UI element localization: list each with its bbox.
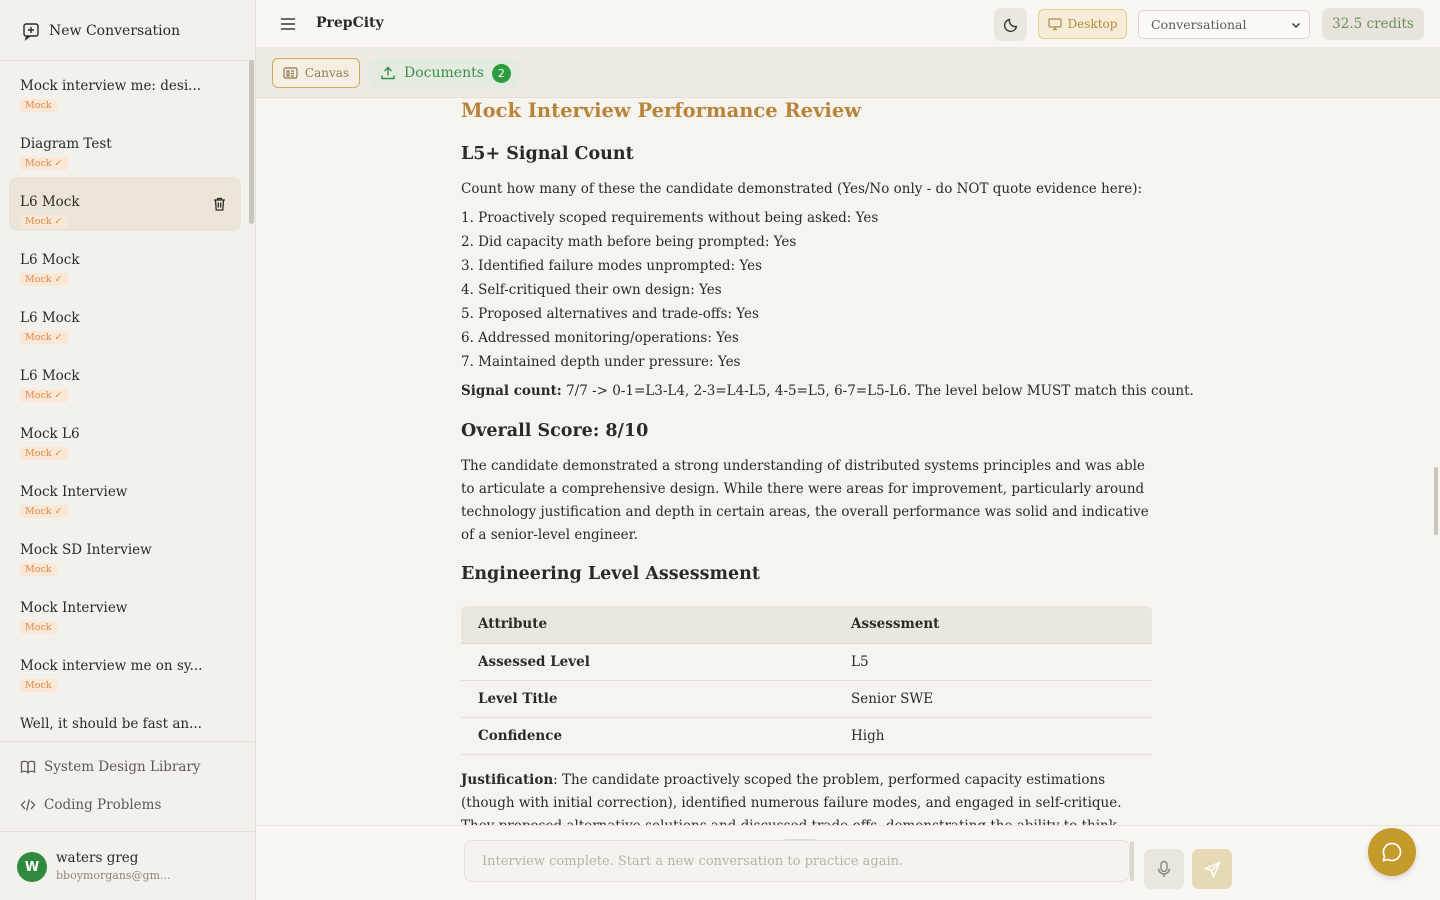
chevron-down-icon xyxy=(1291,20,1301,30)
conversation-title: Mock SD Interview xyxy=(20,542,152,558)
conversation-badge: Mock ✓ xyxy=(20,215,68,228)
sidebar-scrollbar[interactable] xyxy=(249,60,254,224)
table-cell-assessment: Senior SWE xyxy=(834,680,1152,717)
table-header-cell: Assessment xyxy=(834,606,1152,643)
justification-text: : The candidate proactively scoped the problem, performed capacity estimations (though with initial correction), identified numerous failure modes, and engaged in self-critique. xyxy=(461,772,1122,811)
coding-problems-link[interactable] xyxy=(20,794,161,816)
table-cell-attribute: Confidence xyxy=(461,717,834,754)
conversation-item[interactable] xyxy=(9,583,241,637)
conversation-item[interactable] xyxy=(9,119,241,173)
user-name: waters greg xyxy=(56,850,139,866)
table-header-cell: Attribute xyxy=(461,606,834,643)
conversation-badge: Mock xyxy=(20,679,57,692)
message-input[interactable]: Interview complete. Start a new conversation to practice again. xyxy=(464,840,1130,882)
table-header-row xyxy=(461,606,1152,643)
tab-canvas-label: Canvas xyxy=(304,66,350,80)
conversation-badge: Mock ✓ xyxy=(20,447,68,460)
composer-scrollbar xyxy=(1130,841,1134,881)
conversation-title: Mock Interview xyxy=(20,600,128,616)
mode-select[interactable] xyxy=(1138,10,1310,39)
moon-icon xyxy=(1003,17,1019,33)
conversation-badge: Mock ✓ xyxy=(20,273,68,286)
book-icon xyxy=(20,759,36,775)
conversation-title: Well, it should be fast an... xyxy=(20,716,202,732)
sidebar xyxy=(0,0,256,900)
chat-support-button[interactable] xyxy=(1368,828,1416,876)
table-cell-attribute: Level Title xyxy=(461,680,834,717)
conversation-badge: Mock xyxy=(20,99,57,112)
conversation-item[interactable] xyxy=(9,409,241,463)
signal-count-label: Signal count: xyxy=(461,383,562,399)
signal-list-item: 5. Proposed alternatives and trade-offs: Yes xyxy=(461,306,759,322)
signal-count-text: 7/7 -> 0-1=L3-L4, 2-3=L4-L5, 4-5=L5, 6-7=L5-L6. The level below MUST match this count. xyxy=(561,383,1194,399)
conversation-item[interactable] xyxy=(9,525,241,579)
overall-score-heading: Overall Score: 8/10 xyxy=(461,421,649,441)
conversation-title: Diagram Test xyxy=(20,136,112,152)
conversation-badge: Mock xyxy=(20,621,57,634)
app-title: PrepCity xyxy=(316,15,384,31)
composer xyxy=(256,825,1440,900)
overall-score-text: The candidate demonstrated a strong understanding of distributed systems principles and was able to articulate a comprehensive design. While there were areas for improvement, particularly around technology justification and depth in certain areas, the overall performance was solid and indicative of a senior-level engineer. xyxy=(461,458,1149,543)
credits-badge: 32.5 credits xyxy=(1322,8,1424,40)
table-row xyxy=(461,680,1152,717)
conversation-badge: Mock ✓ xyxy=(20,331,68,344)
conversation-list xyxy=(0,61,256,741)
theme-toggle-button[interactable] xyxy=(994,8,1027,41)
conversation-item[interactable] xyxy=(9,293,241,347)
document-content xyxy=(461,98,1194,825)
signal-count-summary xyxy=(461,380,1194,403)
conversation-badge: Mock xyxy=(20,563,57,576)
new-conversation-button[interactable] xyxy=(22,19,180,43)
signal-list-item: 6. Addressed monitoring/operations: Yes xyxy=(461,330,739,346)
sidebar-divider xyxy=(0,741,256,742)
conversation-title: Mock interview me: desi... xyxy=(20,78,202,94)
conversation-title: Mock Interview xyxy=(20,484,128,500)
microphone-button[interactable] xyxy=(1144,849,1184,889)
level-assessment-heading: Engineering Level Assessment xyxy=(461,564,760,584)
justification-label: Justification xyxy=(461,772,554,788)
table-row xyxy=(461,643,1152,680)
panel-tabs xyxy=(256,48,1440,98)
user-email: bboymorgans@gm... xyxy=(56,869,171,882)
signal-list-item: 4. Self-critiqued their own design: Yes xyxy=(461,282,722,298)
mode-select-value: Conversational xyxy=(1151,17,1247,32)
table-cell-assessment: L5 xyxy=(834,643,1152,680)
conversation-badge: Mock ✓ xyxy=(20,157,68,170)
signal-list-item: 3. Identified failure modes unprompted: Yes xyxy=(461,258,762,274)
system-design-library-link[interactable] xyxy=(20,756,201,778)
conversation-item[interactable] xyxy=(9,61,241,115)
conversation-item[interactable] xyxy=(9,467,241,521)
signal-intro: Count how many of these the candidate demonstrated (Yes/No only - do NOT quote evidence here): xyxy=(461,181,1143,197)
microphone-icon xyxy=(1157,860,1171,878)
conversation-badge: Mock ✓ xyxy=(20,505,68,518)
canvas-icon xyxy=(283,66,298,80)
conversation-title: L6 Mock xyxy=(20,194,80,210)
conversation-title: L6 Mock xyxy=(20,252,80,268)
conversation-title: L6 Mock xyxy=(20,310,80,326)
document-title: Mock Interview Performance Review xyxy=(461,99,862,122)
signal-list-item: 7. Maintained depth under pressure: Yes xyxy=(461,354,741,370)
sidebar-divider xyxy=(0,831,256,832)
conversation-badge: Mock ✓ xyxy=(20,389,68,402)
desktop-label: Desktop xyxy=(1067,17,1118,31)
send-button[interactable] xyxy=(1192,849,1232,889)
system-design-library-label: System Design Library xyxy=(44,759,201,775)
monitor-icon xyxy=(1048,17,1062,31)
main-scrollbar[interactable] xyxy=(1434,467,1438,535)
avatar[interactable]: W xyxy=(17,852,47,882)
tab-canvas[interactable] xyxy=(272,58,360,88)
conversation-item[interactable] xyxy=(9,235,241,289)
signal-list-item: 2. Did capacity math before being prompted: Yes xyxy=(461,234,797,250)
conversation-item[interactable] xyxy=(9,351,241,405)
code-icon xyxy=(20,797,36,813)
trash-icon[interactable] xyxy=(213,197,226,211)
desktop-button[interactable] xyxy=(1038,9,1127,39)
table-row xyxy=(461,717,1152,754)
table-cell-attribute: Assessed Level xyxy=(461,643,834,680)
top-bar xyxy=(256,0,1440,48)
signal-count-heading: L5+ Signal Count xyxy=(461,144,634,164)
assessment-table xyxy=(461,606,1152,755)
conversation-title: Mock L6 xyxy=(20,426,80,442)
table-cell-assessment: High xyxy=(834,717,1152,754)
documents-count-badge: 2 xyxy=(492,64,511,83)
conversation-item-active[interactable] xyxy=(9,177,241,231)
chat-bubble-icon xyxy=(1381,841,1403,863)
conversation-item[interactable] xyxy=(9,641,241,695)
new-chat-icon xyxy=(22,22,40,40)
upload-icon xyxy=(380,65,396,81)
coding-problems-label: Coding Problems xyxy=(44,797,162,813)
tab-documents-label: Documents xyxy=(404,65,484,81)
new-conversation-label: New Conversation xyxy=(49,23,181,39)
tab-documents[interactable] xyxy=(369,58,519,88)
conversation-title: Mock interview me on sy... xyxy=(20,658,203,674)
menu-icon[interactable] xyxy=(278,14,298,34)
conversation-item[interactable] xyxy=(9,699,241,753)
conversation-title: L6 Mock xyxy=(20,368,80,384)
send-icon xyxy=(1204,861,1221,878)
signal-list-item: 1. Proactively scoped requirements without being asked: Yes xyxy=(461,210,879,226)
